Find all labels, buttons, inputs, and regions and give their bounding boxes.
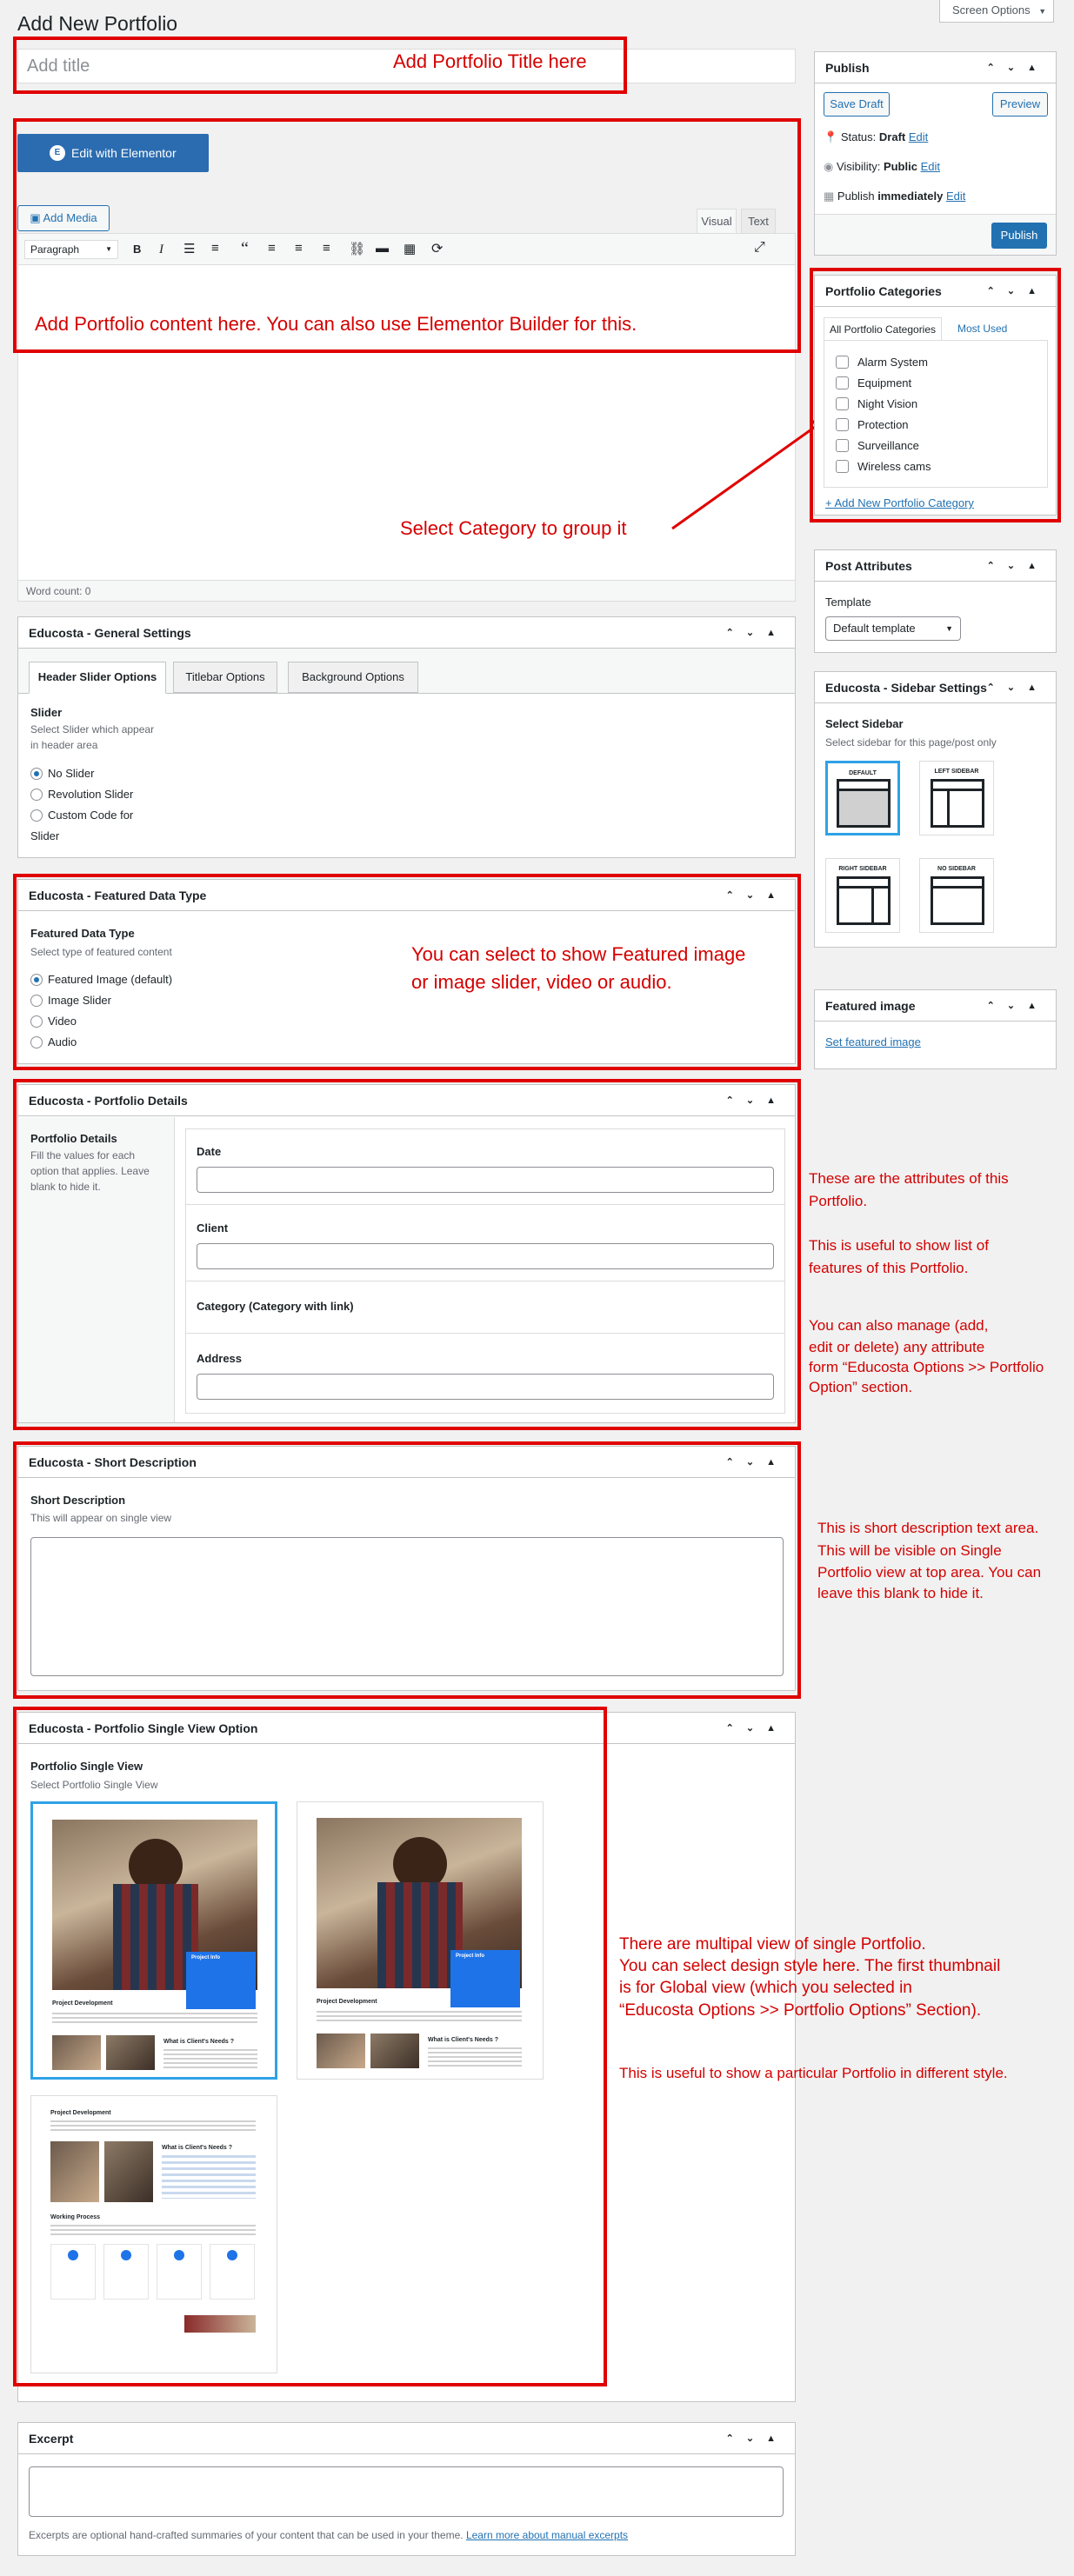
annotation-short-note-3: Portfolio view at top area. You can bbox=[817, 1564, 1042, 1581]
sidebar-option-default[interactable] bbox=[825, 761, 900, 835]
align-center-icon[interactable]: ≡ bbox=[295, 241, 303, 256]
excerpt-title: Excerpt bbox=[29, 2432, 74, 2446]
annotation-single-note-4: “Educosta Options >> Portfolio Options” Section). bbox=[619, 2001, 982, 2020]
link-icon[interactable]: ⛓ bbox=[349, 242, 366, 256]
fullscreen-icon[interactable]: ⤢ bbox=[754, 240, 765, 255]
publish-button[interactable]: Publish bbox=[991, 223, 1047, 249]
annotation-featured-note-1: You can select to show Featured image bbox=[411, 943, 746, 965]
field-category-label: Category (Category with link) bbox=[197, 1300, 354, 1313]
radio-revolution[interactable] bbox=[30, 788, 133, 801]
details-desc-2: option that applies. Leave bbox=[30, 1165, 150, 1177]
annotation-single-note-1: There are multipal view of single Portfolio. bbox=[619, 1935, 926, 1954]
radio-label: Video bbox=[48, 1015, 77, 1028]
tab-background[interactable]: Background Options bbox=[288, 662, 418, 693]
schedule-edit-link[interactable]: Edit bbox=[945, 190, 966, 203]
sidebar-settings-header[interactable] bbox=[815, 672, 1056, 703]
status-edit-link[interactable]: Edit bbox=[908, 130, 929, 143]
annotation-details-note-7: form “Educosta Options >> Portfolio bbox=[809, 1359, 1044, 1375]
annotation-single-note-3: is for Global view (which you selected in bbox=[619, 1979, 912, 1997]
annotation-short-note-1: This is short description text area. bbox=[817, 1520, 1039, 1536]
radio-label: No Slider bbox=[48, 767, 95, 780]
schedule-label: Publish bbox=[837, 190, 875, 203]
toolbar-toggle-icon[interactable]: ▦ bbox=[404, 242, 417, 256]
annotation-single-note-2: You can select design style here. The first thumbnail bbox=[619, 1957, 1001, 1975]
radio-label: Image Slider bbox=[48, 994, 111, 1007]
publish-header[interactable] bbox=[815, 52, 1056, 83]
annotation-details-note-6: edit or delete) any attribute bbox=[809, 1339, 985, 1355]
category-label: Protection bbox=[857, 418, 909, 431]
category-label: Wireless cams bbox=[857, 460, 931, 473]
title-placeholder: Add title bbox=[27, 57, 90, 76]
box-arrows-icon[interactable]: ⌃⌄▲ bbox=[725, 2433, 788, 2444]
sidebar-option-caption: NO SIDEBAR bbox=[937, 866, 976, 872]
tab-titlebar[interactable]: Titlebar Options bbox=[173, 662, 277, 693]
eye-icon: ◉ bbox=[824, 160, 834, 173]
tab-header-slider[interactable]: Header Slider Options bbox=[29, 662, 166, 694]
radio-label: Revolution Slider bbox=[48, 788, 134, 801]
annotation-details-box bbox=[13, 1079, 801, 1430]
annotation-details-note-5: You can also manage (add, bbox=[809, 1317, 989, 1334]
details-label: Portfolio Details bbox=[30, 1132, 117, 1145]
annotation-short-box bbox=[13, 1441, 801, 1699]
add-media-icon: ▣ bbox=[30, 211, 41, 224]
excerpt-help bbox=[29, 2529, 628, 2541]
add-new-category-link[interactable]: + Add New Portfolio Category bbox=[825, 496, 974, 509]
post-attributes-header[interactable] bbox=[815, 550, 1056, 582]
annotation-details-note-1: These are the attributes of this bbox=[809, 1170, 1009, 1187]
slider-label: Slider bbox=[30, 706, 63, 719]
select-sidebar-label: Select Sidebar bbox=[825, 717, 904, 730]
template-select-value: Default template bbox=[833, 622, 916, 635]
single-view-desc: Select Portfolio Single View bbox=[30, 1779, 158, 1791]
excerpt-textarea[interactable] bbox=[29, 2466, 784, 2517]
layout-default-icon bbox=[837, 779, 891, 828]
featured-type-label: Featured Data Type bbox=[30, 927, 135, 940]
tab-most-used[interactable]: Most Used bbox=[957, 323, 1008, 335]
featured-image-title: Featured image bbox=[825, 999, 916, 1013]
layout-left-sidebar-icon bbox=[931, 779, 984, 828]
radio-custom-code-line2: Slider bbox=[30, 829, 60, 842]
box-arrows-icon[interactable]: ⌃⌄▲ bbox=[725, 1457, 788, 1468]
box-arrows-icon[interactable]: ⌃⌄▲ bbox=[986, 1001, 1049, 1011]
chevron-down-icon: ▼ bbox=[105, 245, 112, 253]
page-title: Add New Portfolio bbox=[17, 12, 178, 35]
chevron-down-icon: ▼ bbox=[945, 624, 953, 633]
annotation-single-note-5: This is useful to show a particular Portfolio in different style. bbox=[619, 2065, 1008, 2081]
box-arrows-icon[interactable]: ⌃⌄▲ bbox=[986, 682, 1049, 693]
general-settings-title: Educosta - General Settings bbox=[29, 626, 191, 640]
box-arrows-icon[interactable]: ⌃⌄▲ bbox=[725, 628, 788, 638]
box-arrows-icon[interactable]: ⌃⌄▲ bbox=[986, 286, 1049, 296]
thumb-heading: What is Client's Needs ? bbox=[162, 2145, 233, 2151]
annotation-short-note-2: This will be visible on Single bbox=[817, 1542, 1002, 1559]
template-select[interactable] bbox=[825, 616, 961, 641]
tab-text[interactable]: Text bbox=[741, 209, 776, 233]
box-arrows-icon[interactable]: ⌃⌄▲ bbox=[986, 63, 1049, 73]
categories-title: Portfolio Categories bbox=[825, 284, 942, 298]
publish-title: Publish bbox=[825, 61, 870, 75]
visibility-value: Public bbox=[883, 160, 917, 173]
radio-icon bbox=[30, 809, 43, 822]
category-label: Alarm System bbox=[857, 356, 928, 369]
tab-all-categories[interactable]: All Portfolio Categories bbox=[824, 317, 942, 340]
featured-image-header[interactable] bbox=[815, 990, 1056, 1022]
thumb-heading: What is Client's Needs ? bbox=[428, 2037, 499, 2043]
post-attributes-title: Post Attributes bbox=[825, 559, 912, 573]
status-value: Draft bbox=[878, 130, 906, 143]
sidebar-settings-title: Educosta - Sidebar Settings bbox=[825, 681, 987, 695]
annotation-details-note-3: This is useful to show list of bbox=[809, 1237, 989, 1254]
details-desc-1: Fill the values for each bbox=[30, 1149, 136, 1162]
template-label: Template bbox=[825, 596, 871, 609]
featured-image-box bbox=[814, 989, 1057, 1069]
paragraph-select-value: Paragraph bbox=[30, 243, 80, 256]
pin-icon: 📍 bbox=[824, 130, 838, 143]
calendar-icon: ▦ bbox=[824, 190, 835, 203]
radio-label: Featured Image (default) bbox=[48, 973, 173, 986]
box-arrows-icon[interactable]: ⌃⌄▲ bbox=[986, 561, 1049, 571]
radio-label: Audio bbox=[48, 1035, 77, 1048]
schedule-value: immediately bbox=[877, 190, 944, 203]
sidebar-option-none[interactable] bbox=[919, 858, 994, 933]
slider-desc-2: in header area bbox=[30, 739, 98, 751]
single-view-label: Portfolio Single View bbox=[30, 1760, 143, 1773]
post-attributes-box bbox=[814, 549, 1057, 653]
layout-no-sidebar-icon bbox=[931, 876, 984, 925]
slider-desc-1: Select Slider which appear bbox=[30, 723, 155, 736]
preview-button[interactable]: Preview bbox=[992, 92, 1048, 116]
radio-no-slider[interactable] bbox=[30, 767, 94, 780]
box-arrows-icon[interactable]: ⌃⌄▲ bbox=[725, 1723, 788, 1734]
set-featured-image-link[interactable]: Set featured image bbox=[825, 1035, 921, 1048]
sidebar-option-caption: LEFT SIDEBAR bbox=[934, 769, 979, 775]
sidebar-settings-box bbox=[814, 671, 1057, 948]
word-count-bar bbox=[18, 580, 795, 601]
excerpt-help-text: Excerpts are optional hand-crafted summaries of your content that can be used in your theme. bbox=[29, 2529, 464, 2541]
thumb-heading: Working Process bbox=[50, 2214, 101, 2220]
elementor-button-label: Edit with Elementor bbox=[71, 146, 177, 160]
annotation-single-box bbox=[13, 1707, 607, 2386]
box-arrows-icon[interactable]: ⌃⌄▲ bbox=[725, 890, 788, 901]
tab-visual[interactable]: Visual bbox=[697, 209, 737, 233]
category-label: Equipment bbox=[857, 376, 912, 389]
annotation-title-note: Add Portfolio Title here bbox=[393, 50, 587, 72]
sidebar-option-right[interactable] bbox=[825, 858, 900, 933]
save-draft-button[interactable]: Save Draft bbox=[824, 92, 890, 116]
align-left-icon[interactable]: ≡ bbox=[268, 241, 276, 256]
excerpt-learn-more-link[interactable]: Learn more about manual excerpts bbox=[465, 2529, 629, 2541]
bold-icon[interactable]: B bbox=[133, 243, 142, 256]
select-sidebar-desc: Select sidebar for this page/post only bbox=[825, 736, 997, 749]
annotation-details-note-4: features of this Portfolio. bbox=[809, 1260, 969, 1276]
sidebar-option-left[interactable] bbox=[919, 761, 994, 835]
short-desc-title: Educosta - Short Description bbox=[29, 1455, 197, 1469]
project-info-heading: Project Info bbox=[191, 1955, 221, 1960]
visibility-row bbox=[824, 160, 940, 174]
blockquote-icon[interactable]: “ bbox=[241, 239, 249, 258]
align-right-icon[interactable]: ≡ bbox=[323, 241, 330, 256]
elementor-icon: E bbox=[50, 145, 65, 161]
field-date-label: Date bbox=[197, 1145, 222, 1158]
annotation-details-note-2: Portfolio. bbox=[809, 1193, 868, 1209]
excerpt-box bbox=[17, 2422, 796, 2556]
annotation-short-note-4: leave this blank to hide it. bbox=[817, 1585, 984, 1601]
status-row bbox=[824, 130, 928, 144]
general-settings-header[interactable] bbox=[18, 617, 795, 649]
add-media-label: Add Media bbox=[43, 211, 97, 224]
status-label: Status: bbox=[840, 130, 877, 143]
details-desc-3: blank to hide it. bbox=[30, 1181, 101, 1193]
bullet-list-icon[interactable]: ☰ bbox=[183, 242, 196, 256]
publish-box bbox=[814, 51, 1057, 256]
layout-right-sidebar-icon bbox=[837, 876, 891, 925]
radio-icon bbox=[30, 768, 43, 780]
thumb-heading: Project Development bbox=[52, 2000, 113, 2007]
visibility-label: Visibility: bbox=[836, 160, 881, 173]
radio-custom-code[interactable] bbox=[30, 809, 133, 822]
short-desc-hint: This will appear on single view bbox=[30, 1512, 172, 1524]
elementor-tool-icon[interactable]: ⟳ bbox=[431, 242, 444, 256]
box-arrows-icon[interactable]: ⌃⌄▲ bbox=[725, 1095, 788, 1106]
annotation-category-note: Select Category to group it bbox=[400, 517, 627, 539]
schedule-row bbox=[824, 190, 965, 203]
thumb-heading: Project Development bbox=[50, 2110, 111, 2116]
thumb-heading: Project Development bbox=[317, 1999, 377, 2005]
caret-down-icon: ▼ bbox=[1038, 7, 1047, 16]
single-view-title: Educosta - Portfolio Single View Option bbox=[29, 1721, 258, 1735]
annotation-details-note-8: Option” section. bbox=[809, 1379, 913, 1395]
category-label: Surveillance bbox=[857, 439, 919, 452]
radio-label: Custom Code for bbox=[48, 809, 134, 822]
category-label: Night Vision bbox=[857, 397, 918, 410]
screen-options-button[interactable] bbox=[939, 0, 1054, 23]
italic-icon[interactable]: I bbox=[159, 243, 163, 256]
project-info-heading: Project Info bbox=[456, 1954, 485, 1959]
visibility-edit-link[interactable]: Edit bbox=[920, 160, 940, 173]
sidebar-option-caption: RIGHT SIDEBAR bbox=[838, 866, 887, 872]
short-desc-label: Short Description bbox=[30, 1494, 126, 1507]
featured-type-title: Educosta - Featured Data Type bbox=[29, 889, 207, 902]
portfolio-details-title: Educosta - Portfolio Details bbox=[29, 1094, 188, 1108]
screen-options-label: Screen Options bbox=[952, 3, 1031, 17]
field-address-label: Address bbox=[197, 1352, 243, 1365]
annotation-featured-note-2: or image slider, video or audio. bbox=[411, 971, 672, 993]
thumb-heading: What is Client's Needs ? bbox=[163, 2039, 235, 2045]
word-count: Word count: 0 bbox=[26, 585, 91, 597]
annotation-content-note: Add Portfolio content here. You can also use Elementor Builder for this. bbox=[35, 313, 637, 335]
field-client-label: Client bbox=[197, 1221, 229, 1235]
excerpt-header[interactable] bbox=[18, 2423, 795, 2454]
numbered-list-icon[interactable]: ≡ bbox=[211, 241, 219, 256]
featured-type-desc: Select type of featured content bbox=[30, 946, 172, 958]
sidebar-option-caption: DEFAULT bbox=[849, 770, 877, 776]
read-more-icon[interactable]: ▬ bbox=[376, 241, 389, 256]
radio-icon bbox=[30, 789, 43, 801]
annotation-featured-box bbox=[13, 874, 801, 1070]
general-settings-box bbox=[17, 616, 796, 858]
annotation-categories-box bbox=[810, 268, 1061, 523]
